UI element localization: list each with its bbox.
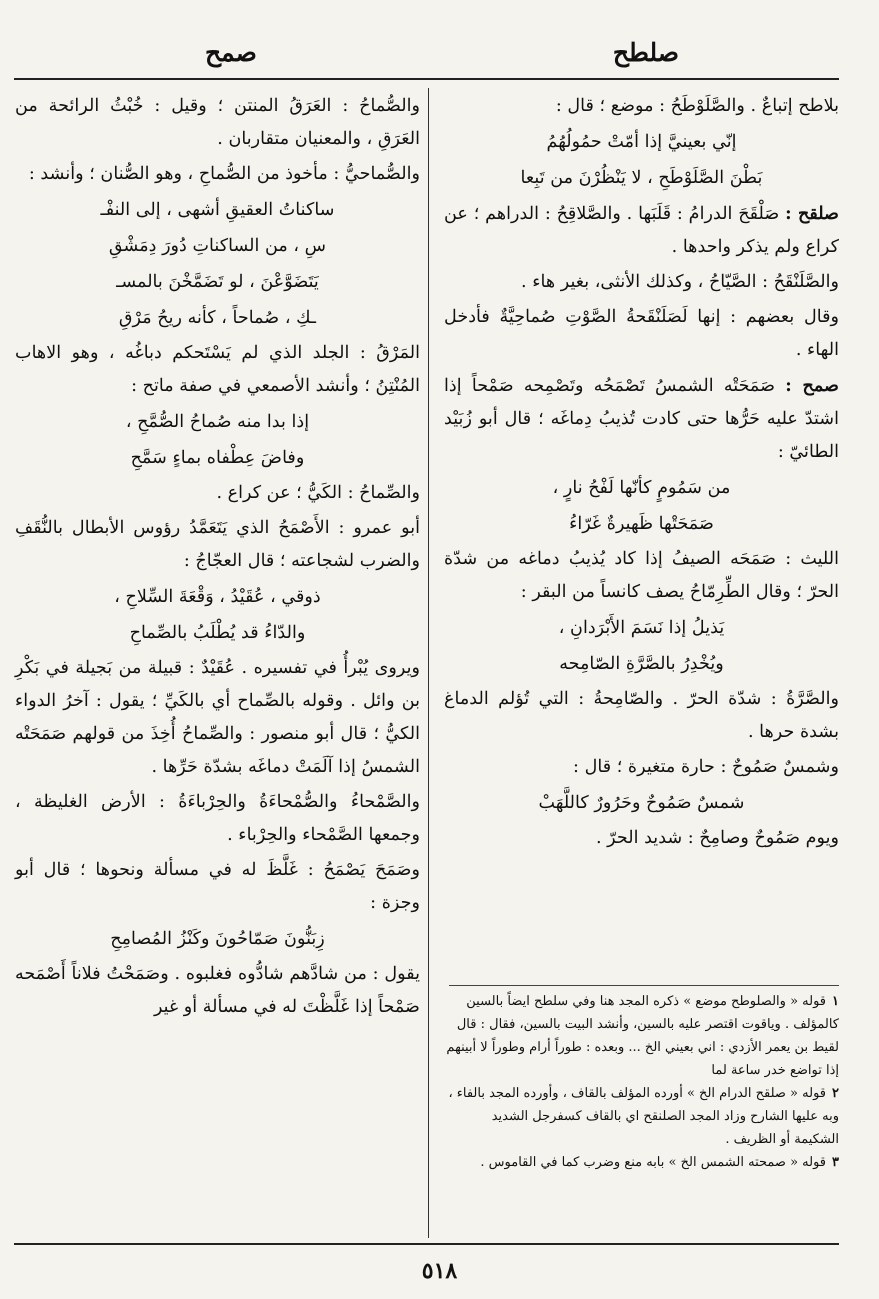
- entry-paragraph: [444, 301, 839, 367]
- page-number: ٥١٨: [421, 1258, 458, 1284]
- footnote-rule: [449, 985, 839, 986]
- entry-paragraph: [15, 337, 420, 403]
- entry-text: وصَمَحَ يَصْمَحُ : غَلَّظَ له في مسألة ونحوها ؛ قال أبو وجزة :: [15, 860, 420, 913]
- entry-paragraph: [15, 786, 420, 852]
- entry-text: صَلْقَحَ الدرامُ : قَلَبَها . والصَّلاقِحُ : الدراهم ؛ عن كراع ولم يذكر واحدها .: [444, 204, 839, 257]
- column-divider: [428, 88, 429, 1238]
- entry-headword: صمح :: [785, 375, 839, 396]
- entry-paragraph: [444, 369, 839, 469]
- verse-line: وفاضَ عِطْفاه بماءٍ سَمَّحِ: [130, 448, 305, 468]
- right-column: [444, 90, 839, 857]
- verse-line: إذا بدا منه صُماحُ الصُّمَّحِ ،: [125, 412, 310, 432]
- verse-line: ويُخْدِرُ بالصَّرَّةِ الصّامِحه: [559, 654, 724, 674]
- verse-line: ساكناتُ العقيقِ أشهى ، إلى النفْـ: [100, 200, 335, 220]
- verse-line: والدّاءُ قد يُطْلَبُ بالصِّماحِ: [129, 623, 306, 643]
- entry-text: المَرْقُ : الجلد الذي لم يَسْتَحكم دباغُه ، وهو الاهاب المُنْتِنُ ؛ وأنشد الأصمعي في صفة ماتح :: [15, 343, 420, 396]
- entry-paragraph: [15, 958, 420, 1024]
- entry-paragraph: [15, 90, 420, 156]
- verse-line: ذوقي ، عُقَيْدُ ، وَقْعَةَ السِّلاحِ ،: [114, 587, 321, 607]
- entry-text: أبو عمرو : الأَصْمَحُ الذي يَتَعَمَّدُ رؤوس الأبطال بالنُّقَفِ والضرب لشجاعته ؛ قال العجّاجُ :: [15, 518, 420, 571]
- entry-text: والصَّلَنْقَحُ : الصَّيّاحُ ، وكذلك الأنثى، بغير هاء .: [521, 272, 839, 292]
- entry-paragraph: [444, 822, 839, 855]
- footnote: [444, 990, 839, 1082]
- entry-text: الليث : صَمَحَه الصيفُ إذا كاد يُذيبُ دماغه من شدّة الحرّ ؛ وقال الطِّرِمّاحُ يصف كانساً من البقر :: [444, 549, 839, 602]
- footnote-number: ٣: [832, 1155, 839, 1170]
- verse-line: شمسٌ صَمُوحٌ وحَرُورٌ كاللَّهَبْ: [538, 793, 745, 813]
- entry-paragraph: [444, 266, 839, 299]
- entry-paragraph: [444, 751, 839, 784]
- entry-text: والصِّماحُ : الكَيُّ ؛ عن كراع .: [216, 483, 420, 503]
- footer-rule: [14, 1243, 839, 1245]
- verse-line: سِ ، من الساكناتِ دُورَ دِمَشْقِ: [108, 236, 327, 256]
- entry-paragraph: [444, 197, 839, 264]
- verse-line: من سَمُومٍ كأنّها لَفْحُ نارٍ ،: [552, 478, 731, 498]
- header-right-title: صلطح: [612, 38, 679, 67]
- entry-paragraph: [15, 854, 420, 920]
- entry-text: وقال بعضهم : إنها لَصَلَنْقَحةُ الصَّوْتِ صُماحِيَّةٌ فأدخل الهاء .: [444, 307, 839, 360]
- entry-text: ويروى يُبْرأُ في تفسيره . عُقَيْدٌ : قبيلة من بَجيلة في بَكْرِ بن وائل . وقوله بالصِّماح أي بالكَيِّ ؛ يقول : آخرُ الدواء الكيُّ ؛ قال أبو منصور : والصِّماحُ أُخِذَ من قولهم صَمَحَتْه الشمسُ إذا آلَمَتْ دماغَه بشدّة حَرِّها .: [15, 658, 420, 777]
- page-header: [0, 30, 879, 80]
- footnote-number: ١: [832, 994, 839, 1009]
- entry-text: يقول : من شادَّهم شادُّوه فغلبوه . وصَمَحْتُ فلاناً أَصْمَحه صَمْحاً إذا غَلَّظْتَ له في مسألة أو غير: [15, 964, 420, 1017]
- verse-line: زِبَنُّونَ صَمّاحُونَ وكَنْزُ المُصامِحِ: [110, 929, 325, 949]
- entry-text: والصُّماحُ : العَرَقُ المنتن ؛ وقيل : خُبْثُ الرائحة من العَرَقِ ، والمعنيان متقاربان .: [15, 96, 420, 149]
- entry-text: ويوم صَمُوحٌ وصامِحٌ : شديد الحرّ .: [595, 828, 839, 848]
- entry-paragraph: [444, 543, 839, 609]
- verse-line: ـكِ ، صُماحاً ، كأنه ريحُ مَرْقِ: [118, 308, 317, 328]
- verse-line: يَتَضَوَّعْنَ ، لو تَضَمَّخْنَ بالمسـ: [116, 272, 319, 292]
- entry-paragraph: [15, 477, 420, 510]
- footnote-text: قوله « صمحته الشمس الخ » بابه منع وضرب كما في القاموس .: [480, 1155, 827, 1170]
- footnote: [444, 1151, 839, 1174]
- entry-text: وشمسٌ صَمُوحٌ : حارة متغيرة ؛ قال :: [573, 757, 839, 777]
- footnotes: [444, 990, 839, 1174]
- entry-paragraph: [444, 90, 839, 123]
- verse-line: بَطْنَ الصَّلَوْطَحِ ، لا يَنْظُرْنَ من تَبِعا: [520, 168, 763, 188]
- entry-headword: صلقح :: [785, 203, 839, 224]
- verse-line: صَمَحَتْها ظَهيرةٌ غَرّاءُ: [569, 514, 714, 534]
- entry-paragraph: [444, 683, 839, 749]
- entry-text: والصَّمْحاءُ والصُّمْحاءَةُ والحِرْباءَةُ : الأرض الغليظة ، وجمعها الصَّمْحاء والحِرْباء .: [15, 792, 420, 845]
- left-column: [15, 90, 420, 1026]
- footnote-number: ٢: [832, 1086, 839, 1101]
- footnote-text: قوله « والصلوطح موضع » ذكره المجد هنا وفي سلطح ايضاً بالسين كالمؤلف . وياقوت اقتصر عليه بالسين، وأنشد البيت بالسين، فقال : قال لقيط بن يعمر الأزدي : اني بعيني الخ ... وبعده : طوراً أرام وطوراً لا أبينهم إذا تواضع خدر ساعة لما: [446, 994, 839, 1078]
- entry-paragraph: [15, 512, 420, 578]
- entry-text: والصُّماحيُّ : مأخوذ من الصُّماحِ ، وهو الصُّنان ؛ وأنشد :: [28, 164, 420, 184]
- entry-paragraph: [15, 158, 420, 191]
- verse-line: يَذيلُ إذا نَسَمَ الأَبْرَدانِ ،: [558, 618, 725, 638]
- footnote-text: قوله « صلقح الدرام الخ » أورده المؤلف بالقاف ، وأورده المجد بالفاء ، وبه عليها الشارح وزاد المجد الصلنقح اي بالقاف كسفرجل الشديد الشكيمة أو الظريف .: [448, 1086, 839, 1147]
- footnote: [444, 1082, 839, 1151]
- entry-paragraph: [15, 652, 420, 784]
- entry-text: صَمَحَتْه الشمسُ تَصْمَحُه وتَصْمِحه صَمْحاً إذا اشتدّ عليه حَرُّها حتى كادت تُذيبُ دِماغَه ؛ قال أبو زُبَيْد الطائيّ :: [444, 376, 839, 462]
- header-left-title: صمح: [205, 38, 257, 67]
- entry-text: والصَّرَّةُ : شدّة الحرّ . والصّامِحةُ : التي تُؤلم الدماغ بشدة حرها .: [444, 689, 839, 742]
- header-rule: [14, 78, 839, 80]
- verse-line: إنّي بعينيَّ إذا أمّتْ حمُولُهُمُ: [546, 132, 737, 152]
- entry-text: بلاطح إتباعٌ . والصَّلَوْطَحُ : موضع ؛ قال :: [555, 96, 839, 116]
